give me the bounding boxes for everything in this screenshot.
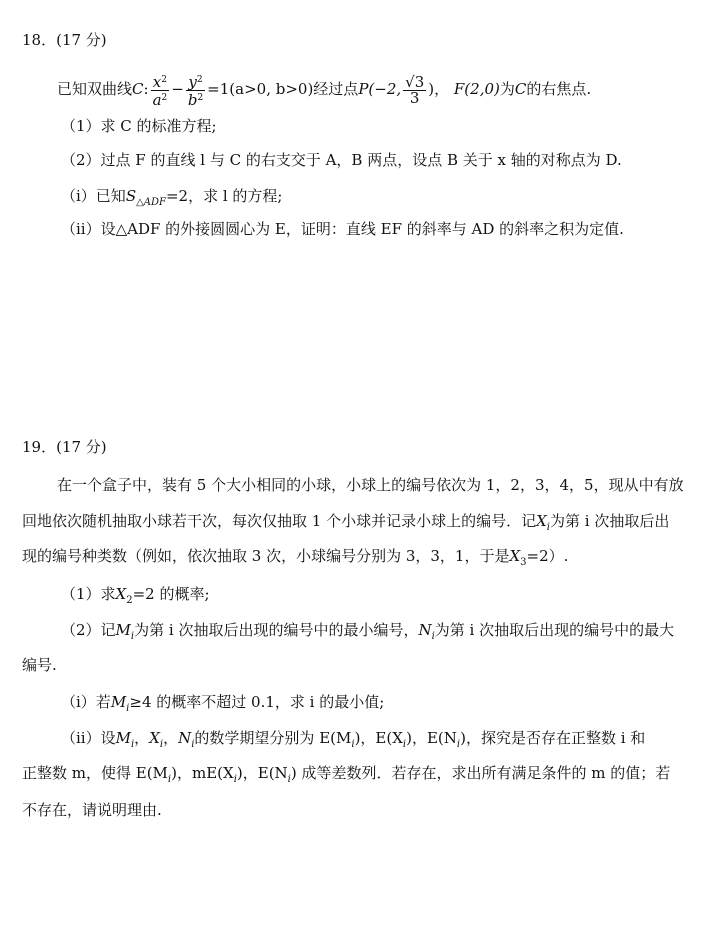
q19-header: 19．(17 分) [22, 438, 107, 456]
q19-part2-ii-line2: 正整数 m，使得 $E(M_i)$，$mE(X_i)$，$E(N_i)$ 成等差数列．若存在，求出所有满足条件的 m 的值；若 [22, 764, 671, 785]
q19-line3: 现的编号种类数（例如，依次抽取 3 次，小球编号分别为 3，3，1，于是$X_3=2$）. [22, 547, 569, 568]
q19-part2-i: （i）若$M_i\ge 4$ 的概率不超过 0.1，求 i 的最小值; [61, 693, 385, 714]
q19-part2-ii-line3: 不存在，请说明理由. [22, 801, 162, 819]
q18-part2: （2）过点 F 的直线 l 与 C 的右支交于 A，B 两点，设点 B 关于 x 轴的对称点为 D. [61, 151, 622, 169]
q18-part2-ii: （ii）设△ADF 的外接圆圆心为 E，证明：直线 EF 的斜率与 AD 的斜率之积为定值. [61, 220, 624, 238]
q19-line2: 回地依次随机抽取小球若干次，每次仅抽取 1 个小球并记录小球上的编号．记$X_i$为第 i 次抽取后出 [22, 512, 670, 533]
q18-header: 18．(17 分) [22, 31, 107, 49]
q19-part2-ii-line1: （ii）设$M_i$，$X_i$，$N_i$的数学期望分别为 $E(M_i)$，$E(X_i)$，$E(N_i)$，探究是否存在正整数 i 和 [61, 729, 646, 750]
fraction-sqrt3-3: $\frac{√3}{3}$ [405, 72, 425, 107]
q19-part2-line2: 编号. [22, 656, 57, 674]
q18-part2-i: （i）已知$S_{\triangle ADF}=2$，求 l 的方程; [61, 187, 283, 208]
q19-part2-line1: （2）记$M_i$为第 i 次抽取后出现的编号中的最小编号，$N_i$为第 i 次抽取后出现的编号中的最大 [61, 621, 675, 642]
fraction-y2-b2: $\frac{y^2}{b^2}$ [187, 72, 204, 109]
fraction-x2-a2: $\frac{x^2}{a^2}$ [152, 72, 168, 109]
q18-part1: （1）求 C 的标准方程; [61, 117, 217, 135]
q19-line1: 在一个盒子中，装有 5 个大小相同的小球，小球上的编号依次为 1，2，3，4，5，现从中有放 [57, 476, 684, 494]
q19-part1: （1）求$X_2=2$ 的概率; [61, 585, 210, 606]
q18-intro: 已知双曲线C: $\frac{x^2}{a^2}$ − $\frac{y^2}{b^2}$ =1(a>0, b>0)经过点P(−2, $\frac{√3}{3}$ )， F(2,0)为C的右焦点. [57, 72, 592, 109]
